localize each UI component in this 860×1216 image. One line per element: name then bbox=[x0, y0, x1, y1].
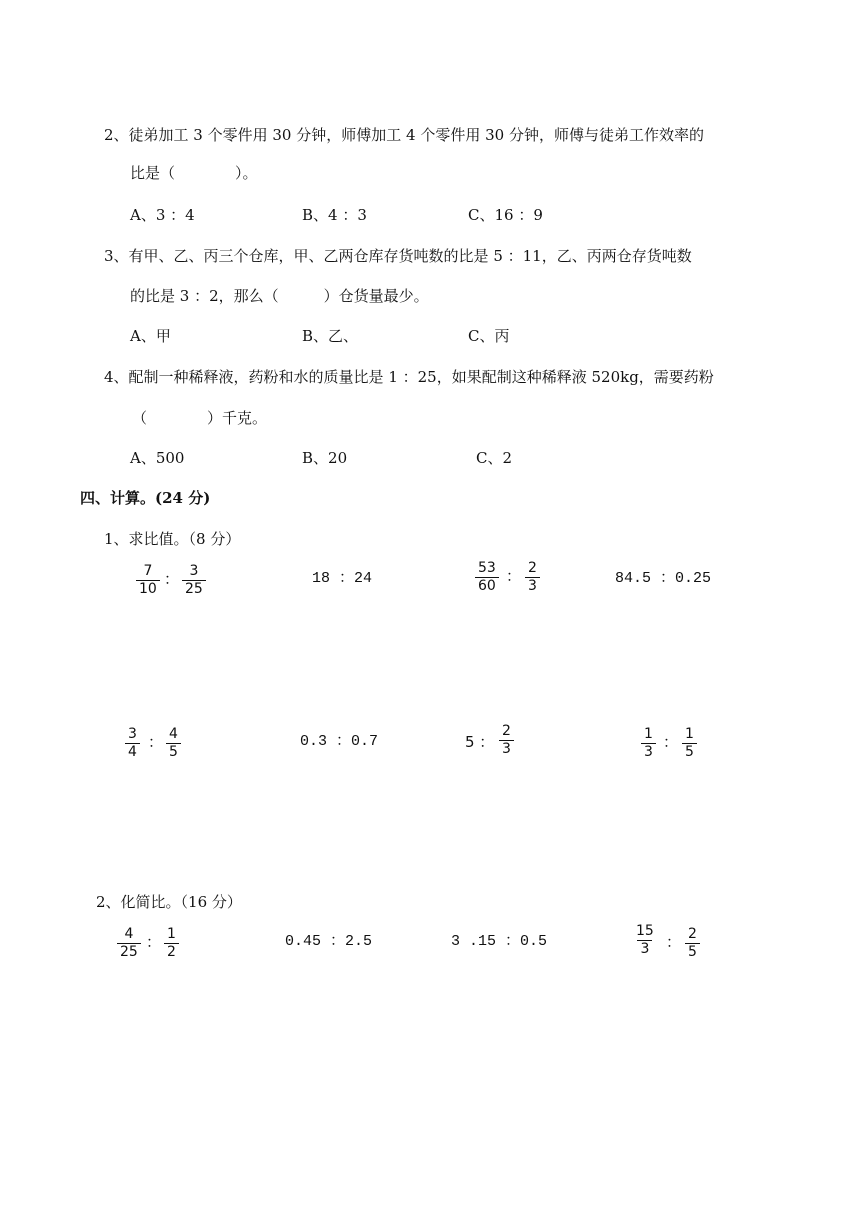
fraction bbox=[499, 723, 514, 758]
numerator: 2 bbox=[528, 560, 537, 576]
ratio-colon: ： bbox=[148, 733, 164, 751]
fraction bbox=[164, 926, 179, 961]
question-2-line2: 比是（ ）。 bbox=[130, 164, 258, 182]
question-4-option-a: A、500 bbox=[130, 449, 185, 467]
fraction bbox=[682, 726, 697, 761]
question-3-line2: 的比是 3 ：2，那么（ ）仓货量最少。 bbox=[130, 287, 429, 305]
part-2-label: 2、化简比。（16 分） bbox=[96, 893, 242, 911]
question-4-option-c: C、2 bbox=[476, 449, 513, 467]
numerator: 2 bbox=[688, 926, 697, 942]
numerator: 15 bbox=[636, 923, 654, 939]
ratio-colon: ： bbox=[506, 567, 522, 585]
denominator: 4 bbox=[125, 743, 140, 761]
numerator: 1 bbox=[167, 926, 176, 942]
part-1-label: 1、求比值。（8 分） bbox=[104, 530, 241, 548]
numerator: 53 bbox=[478, 560, 496, 576]
numerator: 2 bbox=[502, 723, 511, 739]
question-4-option-b: B、20 bbox=[302, 449, 348, 467]
question-3-option-a: A、甲 bbox=[130, 327, 171, 345]
numerator: 1 bbox=[685, 726, 694, 742]
denominator: 3 bbox=[525, 577, 540, 595]
question-2-option-a: A、3 ：4 bbox=[130, 206, 195, 224]
fraction bbox=[125, 726, 140, 761]
fraction bbox=[475, 560, 499, 595]
denominator: 3 bbox=[637, 940, 652, 958]
denominator: 2 bbox=[164, 943, 179, 961]
question-3-option-c: C、丙 bbox=[468, 327, 510, 345]
whole-number: 5 ： bbox=[465, 733, 495, 751]
ratio-colon: ： bbox=[666, 933, 682, 951]
numerator: 4 bbox=[124, 926, 134, 942]
numerator: 4 bbox=[169, 726, 178, 742]
denominator: 3 bbox=[499, 740, 514, 758]
denominator: 25 bbox=[182, 580, 206, 598]
question-2-option-b: B、4 ：3 bbox=[302, 206, 367, 224]
numerator: 1 bbox=[644, 726, 653, 742]
denominator: 5 bbox=[682, 743, 697, 761]
fraction bbox=[633, 923, 657, 958]
fraction bbox=[685, 926, 700, 961]
question-2-option-c: C、16 ：9 bbox=[468, 206, 543, 224]
part2-row1-problem2: 0.45 ：2.5 bbox=[285, 933, 373, 950]
denominator: 60 bbox=[475, 577, 499, 595]
fraction bbox=[117, 926, 141, 961]
denominator: 25 bbox=[117, 943, 141, 961]
fraction bbox=[182, 563, 206, 598]
part1-row1-problem2: 18 ：24 bbox=[312, 570, 373, 587]
section-4-title: 四、计算。(24 分) bbox=[80, 489, 211, 507]
question-3-option-b: B、乙、 bbox=[302, 327, 359, 345]
denominator: 10 bbox=[136, 580, 160, 598]
fraction bbox=[166, 726, 181, 761]
numerator: 3 bbox=[128, 726, 137, 742]
ratio-colon: ： bbox=[146, 933, 162, 951]
ratio-colon: ： bbox=[663, 733, 679, 751]
part2-row1-problem3: 3 .15 ：0.5 bbox=[451, 933, 548, 950]
numerator: 7 bbox=[143, 563, 153, 579]
fraction bbox=[641, 726, 656, 761]
denominator: 3 bbox=[641, 743, 656, 761]
fraction bbox=[136, 563, 160, 598]
question-4-line1: 4、配制一种稀释液，药粉和水的质量比是 1 ：25，如果配制这种稀释液 520kg，需要药粉 bbox=[104, 368, 714, 386]
part1-row1-problem4: 84.5 ：0.25 bbox=[615, 570, 712, 587]
question-3-line1: 3、有甲、乙、丙三个仓库，甲、乙两仓库存货吨数的比是 5 ：11，乙、丙两仓存货吨数 bbox=[104, 247, 692, 265]
numerator: 3 bbox=[189, 563, 199, 579]
denominator: 5 bbox=[685, 943, 700, 961]
question-4-line2: （ ）千克。 bbox=[132, 409, 268, 427]
question-2-line1: 2、徒弟加工 3 个零件用 30 分钟，师傅加工 4 个零件用 30 分钟，师傅与徒弟工作效率的 bbox=[104, 126, 704, 144]
part1-row2-problem2: 0.3 ：0.7 bbox=[300, 733, 379, 750]
fraction bbox=[525, 560, 540, 595]
ratio-colon: ： bbox=[164, 570, 180, 588]
denominator: 5 bbox=[166, 743, 181, 761]
